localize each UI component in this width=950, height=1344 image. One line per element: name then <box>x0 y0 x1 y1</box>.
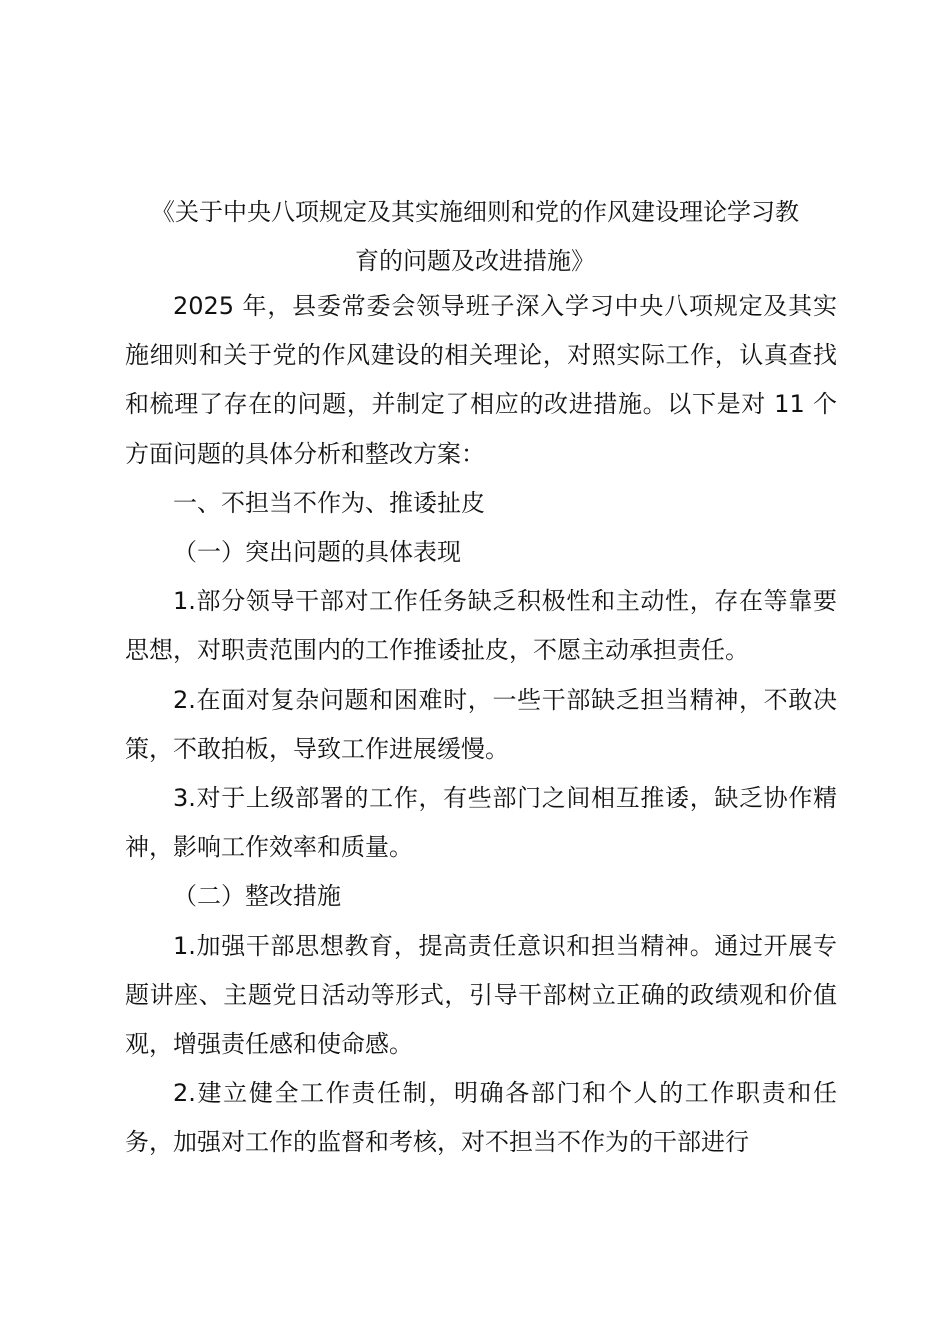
section-heading: 一、不担当不作为、推诿扯皮 <box>173 488 485 517</box>
intro-paragraph: 2025 年，县委常委会领导班子深入学习中央八项规定及其实施细则和关于党的作风建设的相关理论，对照实际工作，认真查找和梳理了存在的问题，并制定了相应的改进措施。以下是对 11 个方面问题的具体分析和整改方案： <box>125 292 837 468</box>
document-body <box>125 282 837 1168</box>
problem-item: 2.在面对复杂问题和困难时，一些干部缺乏担当精神，不敢决策，不敢拍板，导致工作进展缓慢。 <box>125 685 837 763</box>
title-line-2: 育的问题及改进措施》 <box>355 247 595 275</box>
title-line-1: 《关于中央八项规定及其实施细则和党的作风建设理论学习教 <box>151 198 799 226</box>
document-title <box>110 188 840 286</box>
measure-item: 1.加强干部思想教育，提高责任意识和担当精神。通过开展专题讲座、主题党日活动等形式，引导干部树立正确的政绩观和价值观，增强责任感和使命感。 <box>125 931 837 1059</box>
subsection-heading: （一）突出问题的具体表现 <box>173 538 461 567</box>
problem-item: 1.部分领导干部对工作任务缺乏积极性和主动性，存在等靠要思想，对职责范围内的工作推诿扯皮，不愿主动承担责任。 <box>125 587 837 665</box>
problem-item: 3.对于上级部署的工作，有些部门之间相互推诿，缺乏协作精神，影响工作效率和质量。 <box>125 784 837 862</box>
subsection-heading: （二）整改措施 <box>173 882 341 911</box>
measure-item: 2.建立健全工作责任制，明确各部门和个人的工作职责和任务，加强对工作的监督和考核，对不担当不作为的干部进行 <box>125 1079 837 1157</box>
